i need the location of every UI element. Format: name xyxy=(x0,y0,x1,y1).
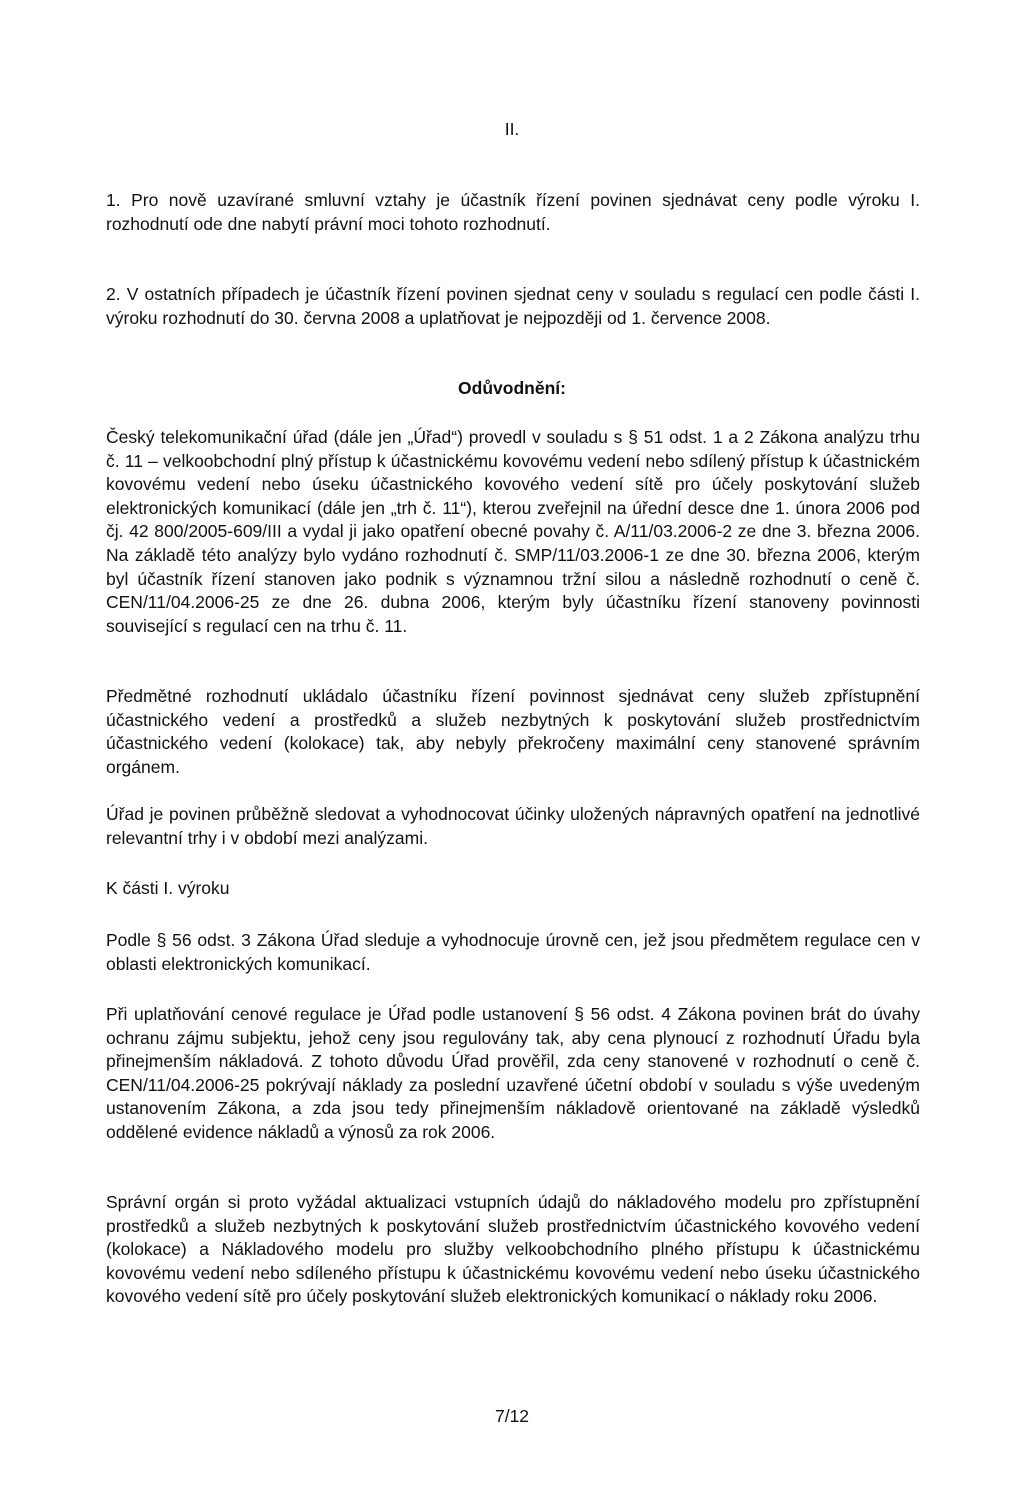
paragraph-decision-obligation: Předmětné rozhodnutí ukládalo účastníku řízení povinnost sjednávat ceny služeb zpřístupnění účastnického vedení a prostředků a služeb nezbytných k poskytování služeb prostřednictvím účastnického vedení (kolokace) tak, aby nebyly překročeny maximální ceny stanovené správním orgánem. xyxy=(106,686,920,777)
paragraph-analysis: Český telekomunikační úřad (dále jen „Úřad“) provedl v souladu s § 51 odst. 1 a 2 Zákona analýzu trhu č. 11 – velkoobchodní plný přístup k účastnickému kovovému vedení nebo sdílený přístup k účastnickém kovovému vedení nebo úseku účastnického kovového vedení sítě pro účely poskytování služeb elektronických komunikací (dále jen „trh č. 11“), kterou zveřejnil na úřední desce dne 1. února 2006 pod čj. 42 800/2005-609/III a vydal ji jako opatření obecné povahy č. A/11/03.2006-2 ze dne 3. března 2006. Na základě této analýzy bylo vydáno rozhodnutí č. SMP/11/03.2006-1 ze dne 30. března 2006, kterým byl účastník řízení stanoven jako podnik s významnou tržní silou a následně rozhodnutí o ceně č. CEN/11/04.2006-25 ze dne 26. dubna 2006, kterým byly účastníku řízení stanoveny povinnosti související s regulací cen na trhu č. 11. xyxy=(106,427,920,636)
section-heading: II. xyxy=(504,119,520,139)
paragraph-section-56-4: Při uplatňování cenové regulace je Úřad podle ustanovení § 56 odst. 4 Zákona povinen brát do úvahy ochranu zájmu subjektu, jehož ceny jsou regulovány tak, aby cena plynoucí z rozhodnutí Úřadu byla přinejmenším nákladová. Z tohoto důvodu Úřad prověřil, zda ceny stanovené v rozhodnutí o ceně č. CEN/11/04.2006-25 pokrývají náklady za poslední uzavřené účetní období v souladu s výše uvedeným ustanovením Zákona, a zda jsou tedy přinejmenším nákladově orientované na základě výsledků oddělené evidence nákladů a výnosů za rok 2006. xyxy=(106,1004,920,1142)
paragraph-monitoring: Úřad je povinen průběžně sledovat a vyhodnocovat účinky uložených nápravných opatření na jednotlivé relevantní trhy i v období mezi analýzami. xyxy=(106,804,920,848)
paragraph-cost-model: Správní orgán si proto vyžádal aktualizaci vstupních údajů do nákladového modelu pro zpřístupnění prostředků a služeb nezbytných k poskytování služeb prostřednictvím účastnického kovového vedení (kolokace) a Nákladového modelu pro služby velkoobchodního plného přístupu k účastnickému kovovému vedení nebo sdíleného přístupu k účastnickému kovovému vedení nebo úseku účastnického kovového vedení sítě pro účely poskytování služeb elektronických komunikací o náklady roku 2006. xyxy=(106,1192,920,1307)
point-1: 1. Pro nově uzavírané smluvní vztahy je účastník řízení povinen sjednávat ceny podle výroku I. rozhodnutí ode dne nabytí právní moci tohoto rozhodnutí. xyxy=(106,190,920,234)
justification-heading: Odůvodnění: xyxy=(458,378,566,398)
page-number: 7/12 xyxy=(494,1406,530,1426)
paragraph-section-56-3: Podle § 56 odst. 3 Zákona Úřad sleduje a vyhodnocuje úrovně cen, jež jsou předmětem regulace cen v oblasti elektronických komunikací. xyxy=(106,930,920,974)
subheading-part-1: K části I. výroku xyxy=(106,878,230,898)
point-2: 2. V ostatních případech je účastník řízení povinen sjednat ceny v souladu s regulací cen podle části I. výroku rozhodnutí do 30. června 2008 a uplatňovat je nejpozději od 1. července 2008. xyxy=(106,284,920,328)
